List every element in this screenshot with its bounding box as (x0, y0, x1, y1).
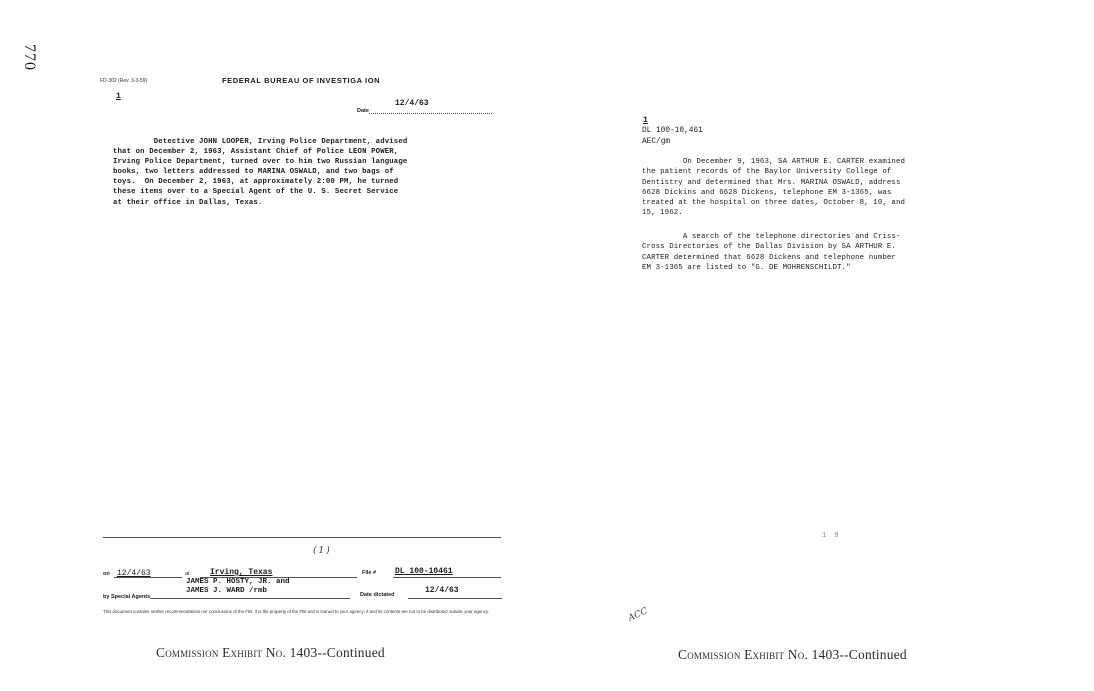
dictated-line (408, 598, 502, 599)
document-header: FEDERAL BUREAU OF INVESTIGA ION (222, 76, 381, 85)
caption-number: 1403--Continued (811, 647, 907, 662)
agent-name: JAMES P. HOSTY, JR. and (186, 578, 290, 586)
body-line: books, two letters addressed to MARINA OSWALD, and two bags of (113, 168, 394, 177)
by-agents-label: by Special Agents (103, 594, 151, 600)
body-line: toys. On December 2, 1963, at approximately 2:00 PM, he turned (113, 178, 399, 187)
page-number: 770 (21, 44, 38, 71)
on-line (114, 577, 182, 578)
exhibit-caption (678, 647, 907, 663)
agent-name: JAMES J. WARD /rmb (186, 587, 268, 595)
file-line: DL 100-10,461 (642, 127, 703, 135)
body-line: EM 3-1365 are listed to "G. DE MOHRENSCHILDT." (642, 263, 851, 272)
dictated-date: 12/4/63 (425, 586, 459, 595)
serial-number: 1 (116, 92, 121, 101)
body-line: Detective JOHN LOOPER, Irving Police Department, advised (113, 138, 408, 146)
interview-date: 12/4/63 (117, 569, 151, 578)
report-paragraph (642, 232, 982, 273)
body-line: 6628 Dickins and 6628 Dickens, telephone EM 3-1365, was (642, 188, 892, 197)
body-line: Cross Directories of the Dallas Division by SA ARTHUR E. (642, 243, 896, 252)
caption-prefix: Commission Exhibit No. (156, 645, 287, 660)
report-body (113, 137, 498, 208)
at-label: at (185, 571, 190, 577)
interview-location: Irving, Texas (210, 568, 273, 577)
date-label: Date (357, 108, 369, 114)
handwritten-initials: ACC (626, 606, 650, 624)
body-line: Irving Police Department, turned over to him two Russian language (113, 158, 408, 167)
body-line: CARTER determined that 6628 Dickens and telephone number (642, 253, 896, 262)
file-label: File # (362, 570, 377, 576)
disclaimer: This document contains neither recommendations nor conclusions of the FBI. It is the property of the FBI and is loaned to your agency; it and its contents are not to be distributed outside your agency. (103, 609, 490, 614)
body-line: On December 9, 1963, SA ARTHUR E. CARTER examined (642, 158, 906, 166)
footer-divider (103, 537, 501, 538)
body-line: at their office in Dallas, Texas. (113, 198, 263, 207)
dictated-label: Date dictated (360, 592, 395, 598)
body-line: these items over to a Special Agent of the U. S. Secret Service (113, 188, 399, 197)
body-line: A search of the telephone directories and Criss- (642, 233, 901, 241)
report-paragraph (642, 157, 982, 219)
serial-number: 1 (643, 116, 648, 125)
date-value: 12/4/63 (395, 99, 429, 108)
exhibit-caption (156, 645, 385, 661)
body-line: 15, 1962. (642, 209, 683, 218)
body-line: treated at the hospital on three dates, October 8, 10, and (642, 199, 906, 208)
body-line: Dentistry and determined that Mrs. MARINA OSWALD, address (642, 178, 901, 187)
file-line (393, 577, 501, 578)
by-line (150, 598, 350, 599)
page-mark: 1 9 (822, 532, 841, 540)
file-number: DL 100-10461 (395, 567, 453, 576)
file-line: AEC/gm (642, 138, 671, 146)
file-reference (642, 126, 703, 148)
caption-prefix: Commission Exhibit No. (678, 647, 809, 662)
caption-number: 1403--Continued (289, 645, 385, 660)
form-code: FD-302 (Rev. 3-3-59) (100, 78, 148, 84)
body-line: that on December 2, 1963, Assistant Chief of Police LEON POWER, (113, 148, 399, 157)
date-line (369, 113, 492, 114)
body-line: the patient records of the Baylor University College of (642, 168, 892, 177)
on-label: on (103, 571, 110, 577)
handwritten-initials: (1) (313, 546, 332, 556)
